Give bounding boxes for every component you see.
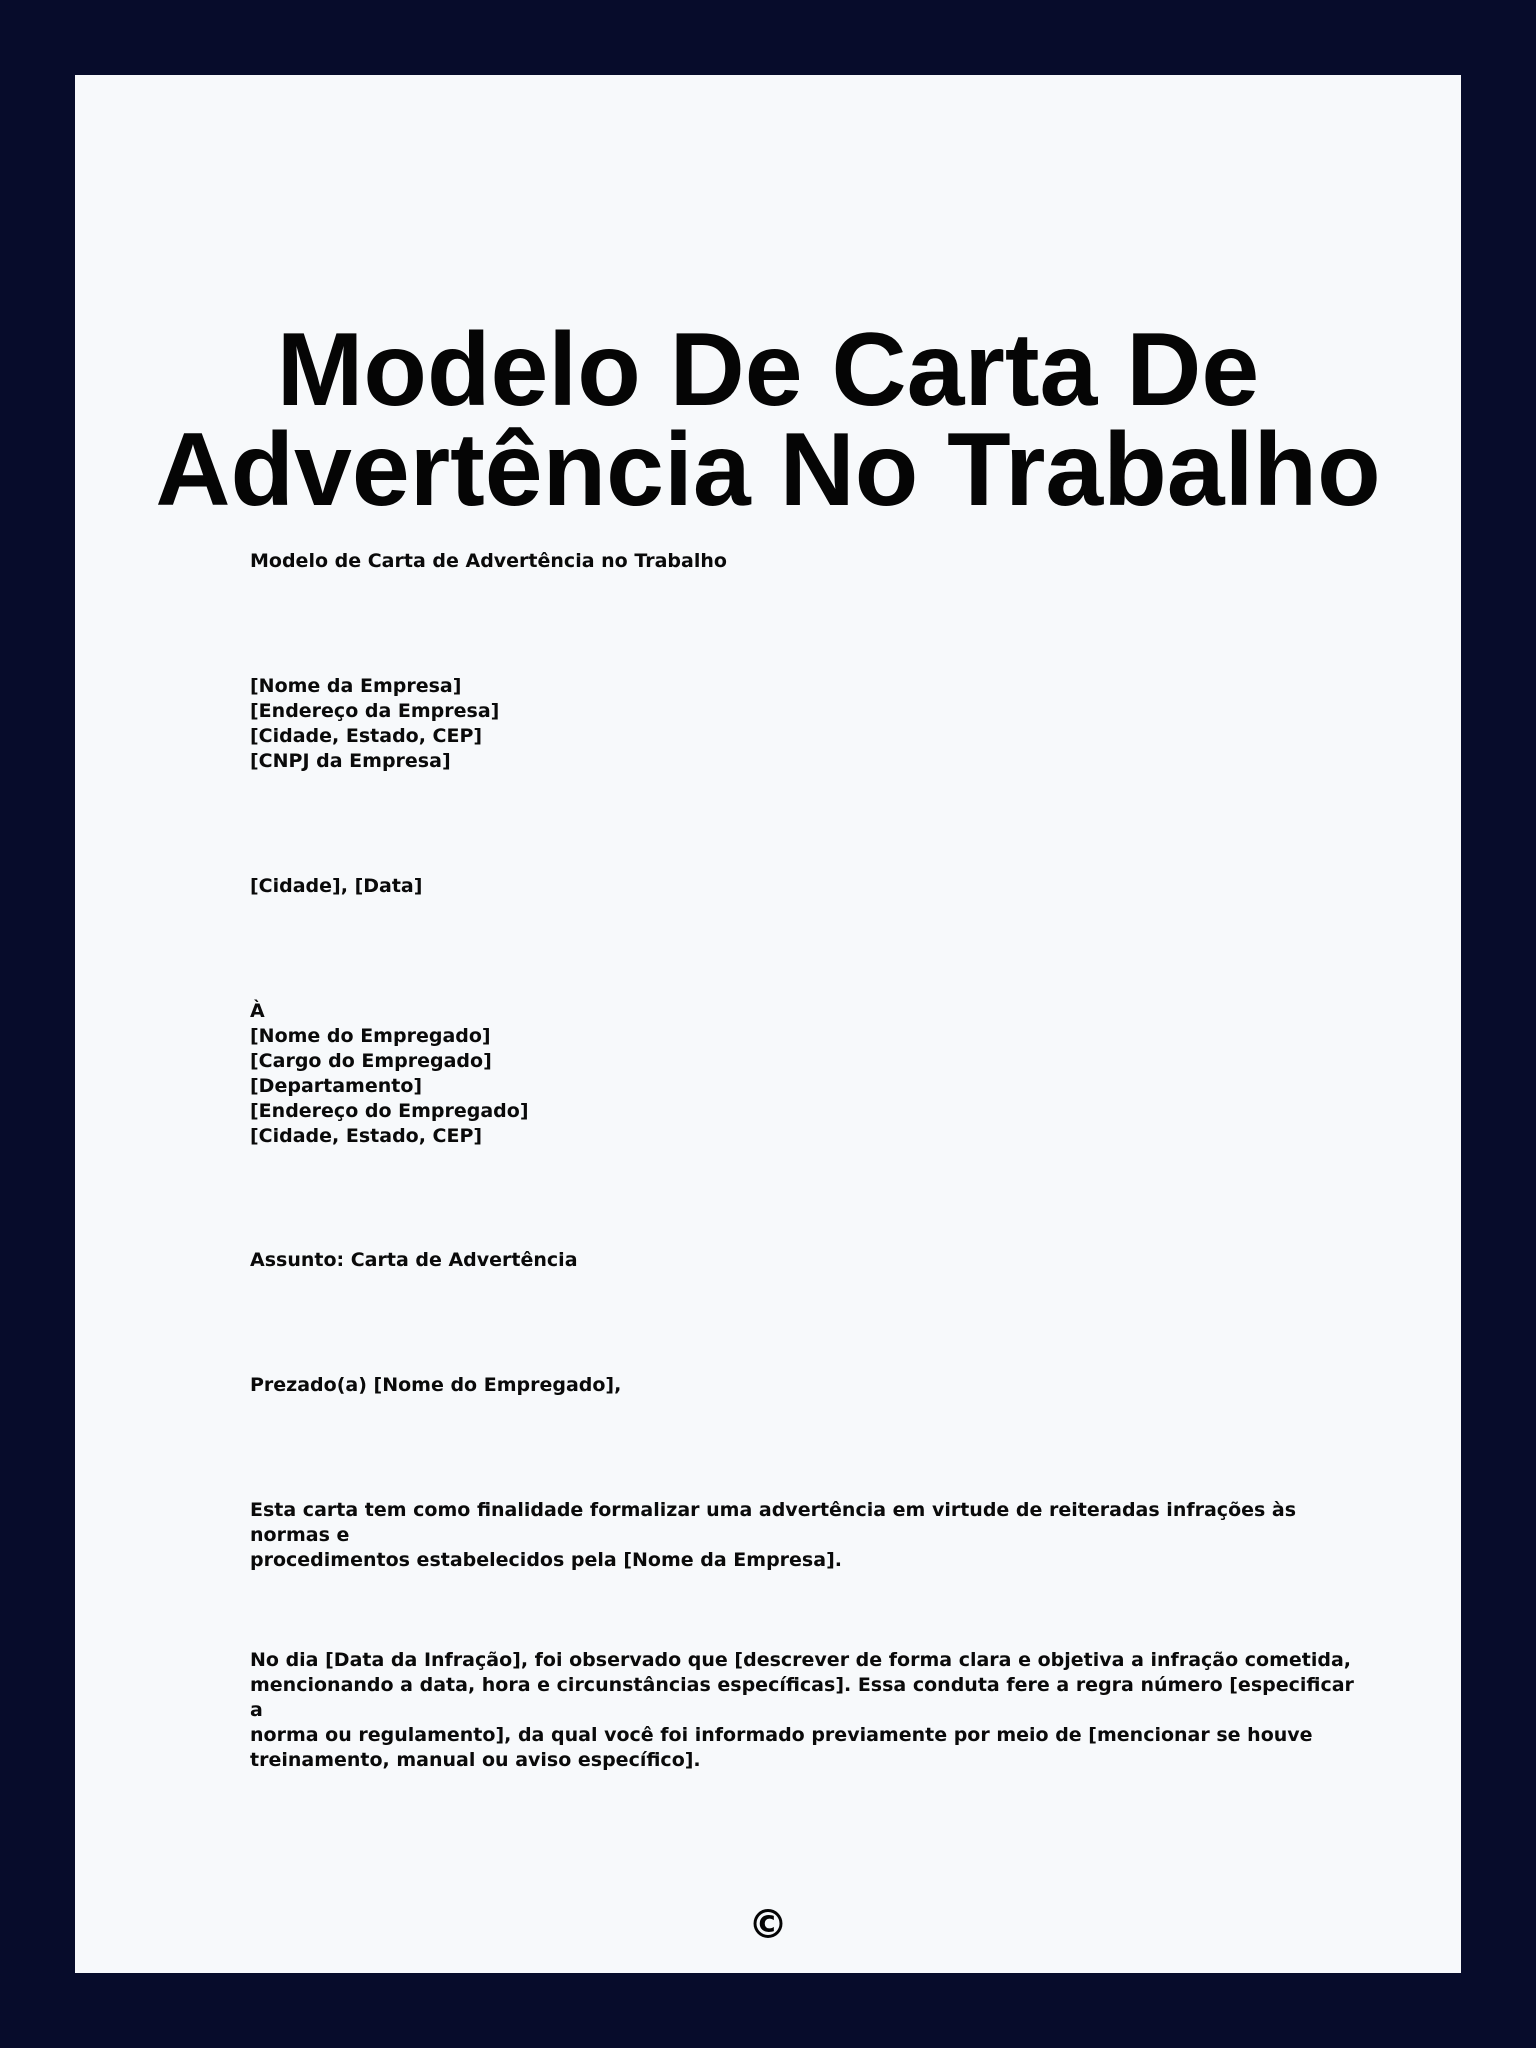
paragraph-2-line-1: No dia [Data da Infração], foi observado que [descrever de forma clara e objetiva a infração cometida, — [250, 1649, 1351, 1671]
recipient-city: [Cidade, Estado, CEP] — [250, 1125, 483, 1147]
title-line-2: Advertência No Trabalho — [155, 412, 1381, 528]
recipient-role: [Cargo do Empregado] — [250, 1050, 492, 1072]
paragraph-2-line-2: mencionando a data, hora e circunstâncias específicas]. Essa conduta fere a regra número [especificar a — [250, 1674, 1354, 1721]
title-line-1: Modelo De Carta De — [276, 312, 1260, 428]
document-page — [75, 75, 1461, 1973]
greeting: Prezado(a) [Nome do Empregado], — [250, 1374, 622, 1396]
recipient-block — [250, 999, 1360, 1149]
copyright-icon: © — [748, 1902, 788, 1948]
company-block — [250, 674, 1360, 774]
place-date: [Cidade], [Data] — [250, 875, 423, 897]
paragraph-1 — [250, 1498, 1360, 1573]
recipient-address: [Endereço do Empregado] — [250, 1100, 529, 1122]
company-name: [Nome da Empresa] — [250, 675, 462, 697]
company-address: [Endereço da Empresa] — [250, 700, 500, 722]
paragraph-1-line-2: procedimentos estabelecidos pela [Nome da Empresa]. — [250, 1549, 842, 1571]
recipient-department: [Departamento] — [250, 1075, 423, 1097]
subject-line: Assunto: Carta de Advertência — [250, 1249, 578, 1271]
letter-heading: Modelo de Carta de Advertência no Trabalho — [250, 550, 727, 572]
paragraph-1-line-1: Esta carta tem como finalidade formalizar uma advertência em virtude de reiteradas infrações às normas e — [250, 1499, 1297, 1546]
paragraph-2 — [250, 1648, 1360, 1773]
company-city: [Cidade, Estado, CEP] — [250, 725, 483, 747]
company-cnpj: [CNPJ da Empresa] — [250, 750, 451, 772]
paragraph-2-line-3: norma ou regulamento], da qual você foi informado previamente por meio de [mencionar se houve — [250, 1724, 1313, 1746]
document-title — [75, 312, 1461, 528]
recipient-to: À — [250, 1000, 265, 1022]
recipient-name: [Nome do Empregado] — [250, 1025, 491, 1047]
paragraph-2-line-4: treinamento, manual ou aviso específico]. — [250, 1749, 701, 1771]
